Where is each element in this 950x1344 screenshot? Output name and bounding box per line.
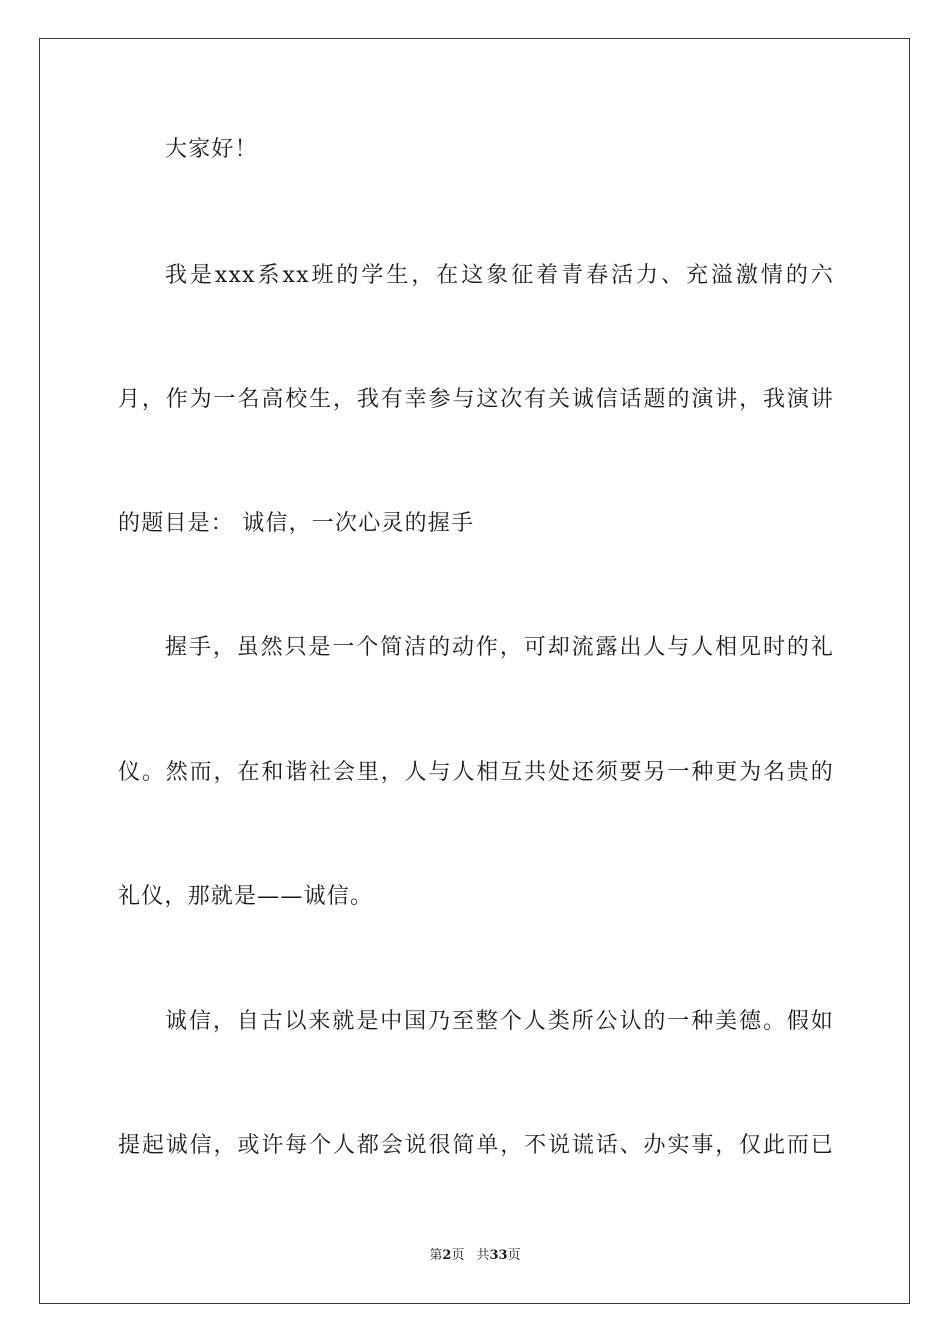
page-prefix: 第: [429, 1248, 443, 1263]
greeting-line: 大家好！: [165, 137, 258, 162]
paragraph-2-line-1: 握手，虽然只是一个简洁的动作，可却流露出人与人相见时的礼: [165, 635, 834, 660]
total-prefix: 共: [476, 1248, 490, 1263]
paragraph-2-line-2: 仪。然而，在和谐社会里，人与人相互共处还须要另一种更为名贵的: [118, 760, 834, 785]
paragraph-1-line-2: 月，作为一名高校生，我有幸参与这次有关诚信话题的演讲，我演讲: [118, 387, 834, 412]
paragraph-2-line-3: 礼仪，那就是——诚信。: [118, 884, 374, 909]
page-border: [39, 38, 910, 1304]
paragraph-3-line-2: 提起诚信，或许每个人都会说很简单，不说谎话、办实事，仅此而已: [118, 1133, 834, 1158]
total-pages: 33: [489, 1248, 508, 1263]
page-number: 2: [442, 1248, 452, 1263]
paragraph-1-line-1: 我是xxx系xx班的学生，在这象征着青春活力、充溢激情的六: [165, 263, 834, 288]
total-suffix: 页: [507, 1248, 521, 1263]
paragraph-1-line-3: 的题目是： 诚信，一次心灵的握手: [118, 511, 475, 536]
paragraph-3-line-1: 诚信，自古以来就是中国乃至整个人类所公认的一种美德。假如: [165, 1009, 834, 1034]
page-footer: [0, 1246, 950, 1266]
page-suffix: 页: [451, 1248, 465, 1263]
